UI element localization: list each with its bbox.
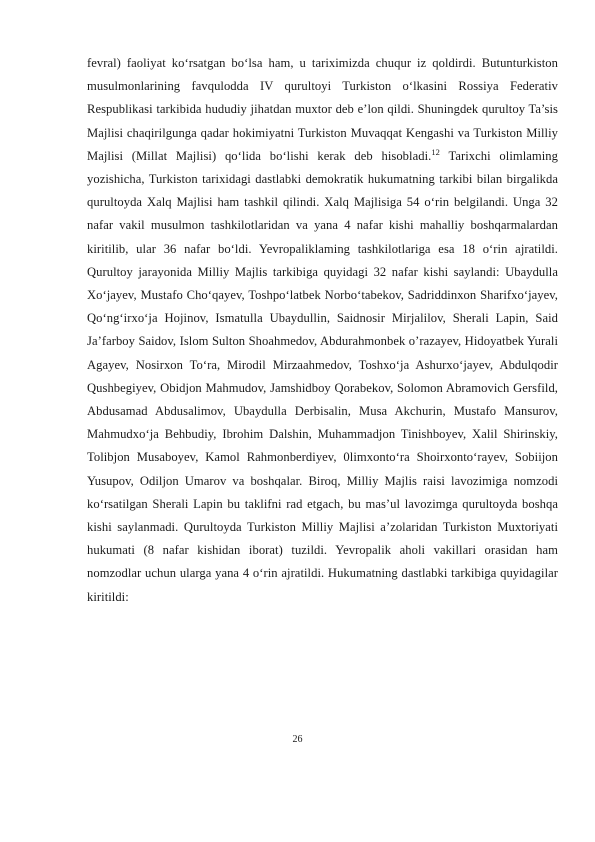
page-number: 26 — [292, 734, 303, 745]
paragraph-text-part-2: Tarixchi olimlaming yozishicha, Turkiston tarixidagi dastlabki demokratik hukumatning tarkibi bilan birgalikda qurultoyda Xalq Majlisi ham tashkil qilindi. Xalq Majlisiga 54 o‘rin belgilandi. Unga 32 nafar vakil musulmon tashkilotlaridan va yana 4 nafar kishi mahalliy boshqarmalardan kiritilib, ular 36 nafar bo‘ldi. Yevropaliklaming tashkilotlariga esa 18 o‘rin ajratildi. Qurultoy jarayonida Milliy Majlis tarkibiga quyidagi 32 nafar kishi saylandi: Ubaydulla Xo‘jayev, Mustafo Cho‘qayev, Toshpo‘latbek Norbo‘tabekov, Sadriddinxon Sharifxo‘jayev, Qo‘ng‘irxo‘ja Hojinov, Ismatulla Ubaydullin, Saidnosir Mirjalilov, Sherali Lapin, Said Ja’farboy Saidov, Islom Sulton Shoahmedov, Abdurahmonbek o’razayev, Hidoyatbek Yurali Agayev, Nosirxon To‘ra, Mirodil Mirzaahmedov, Toshxo‘ja Ashurxo‘jayev, Abdulqodir Qushbegiyev, Obidjon Mahmudov, Jamshidboy Qorabekov, Solomon Abramovich Gersfild, Abdusamad Abdusalimov, Ubaydulla Derbisalin, Musa Akchurin, Mustafo Mansurov, Mahmudxo‘ja Behbudiy, Ibrohim Dalshin, Muhammadjon Tinishboyev, Xalil Shirinskiy, Tolibjon Musaboyev, Kamol Rahmonberdiyev, 0limxonto‘ra Shoirxonto‘rayev, Sobiijon Yusupov, Odiljon Umarov va boshqalar. Biroq, Milliy Majlis raisi lavozimiga nomzodi ko‘rsatilgan Sherali Lapin bu taklifni rad etgach, bu mas’ul lavozimga qurultoyda boshqa kishi saylanmadi. Qurultoyda Turkiston Milliy Majlisi a’zolaridan Turkiston Muxtoriyati hukumati (8 nafar kishidan iborat) tuzildi. Yevropalik aholi vakillari orasidan ham nomzodlar uchun ularga yana 4 o‘rin ajratildi. Hukumatning dastlabki tarkibiga quyidagilar kiritildi: — [87, 148, 558, 604]
page-body — [87, 52, 558, 609]
footnote-reference[interactable]: 12 — [431, 146, 440, 157]
body-paragraph — [87, 52, 558, 609]
paragraph-text-part-1: fevral) faoliyat ko‘rsatgan bo‘lsa ham, u tariximizda chuqur iz qoldirdi. Butunturkiston musulmonlarining favqulodda IV qurultoyi Turkiston o‘lkasini Rossiya Federativ Respublikasi tarkibida hududiy jihatdan muxtor deb e’lon qildi. Shuningdek qurultoy Ta’sis Majlisi chaqirilgunga qadar hokimiyatni Turkiston Muvaqqat Kengashi va Turkiston Milliy Majlisi (Millat Majlisi) qo‘lida bo‘lishi kerak deb hisobladi. — [87, 56, 558, 163]
